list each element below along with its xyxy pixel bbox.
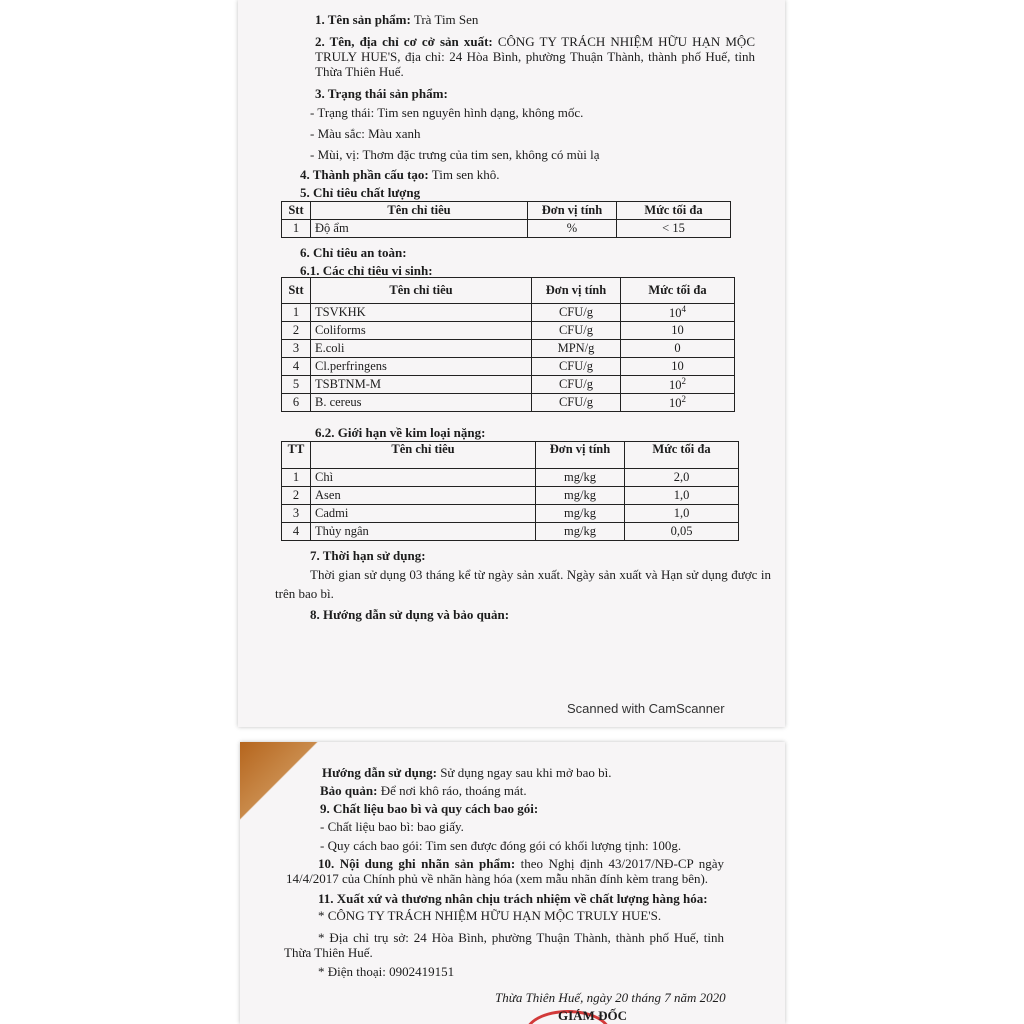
section-11-label: 11. Xuất xứ và thương nhân chịu trách nhiệm về chất lượng hàng hóa: <box>318 891 708 906</box>
exponent: 2 <box>681 376 686 387</box>
cell-text: E.coli <box>315 341 345 356</box>
sign-date: Thừa Thiên Huế, ngày 20 tháng 7 năm 2020 <box>495 990 726 1005</box>
usage-label: Hướng dẫn sử dụng: <box>322 765 437 780</box>
cell-text: TSBTNM-M <box>315 377 381 392</box>
scan-corner <box>240 742 320 832</box>
storage-value: Để nơi khô ráo, thoáng mát. <box>377 783 527 798</box>
section-2-label: 2. Tên, địa chỉ cơ cở sản xuất: <box>315 34 493 49</box>
th: Tên chỉ tiêu <box>311 278 532 304</box>
section-3-label: 3. Trạng thái sản phẩm: <box>315 86 448 101</box>
cell <box>625 523 739 541</box>
document-page-1 <box>238 0 785 727</box>
company-phone: * Điện thoại: 0902419151 <box>318 964 455 979</box>
cell <box>311 505 536 523</box>
section-1-value: Trà Tim Sen <box>410 12 479 27</box>
cell-text: 10 <box>669 396 682 411</box>
section-1 <box>315 12 478 28</box>
cell <box>282 358 311 376</box>
cell-text: 2 <box>292 488 300 502</box>
cell <box>311 358 532 376</box>
section-8-label: 8. Hướng dẫn sử dụng và bảo quản: <box>310 607 510 622</box>
table-row <box>282 469 739 487</box>
cell-text: 1,0 <box>673 488 690 502</box>
cell <box>282 322 311 340</box>
cell <box>311 394 532 412</box>
cell <box>311 304 532 322</box>
cell <box>621 376 735 394</box>
section-4 <box>300 167 500 183</box>
cell-text: MPN/g <box>557 341 595 356</box>
cell <box>311 376 532 394</box>
signer-title: GIÁM ĐỐC <box>558 1008 627 1023</box>
cell-text: CFU/g <box>558 305 594 320</box>
cell-text: CFU/g <box>558 323 594 338</box>
th: Mức tối đa <box>617 202 731 220</box>
usage-value: Sử dụng ngay sau khi mở bao bì. <box>436 765 612 780</box>
section-10 <box>286 856 724 886</box>
table-row <box>282 487 739 505</box>
packaging-spec: - Quy cách bao gói: Tim sen được đóng gói có khối lượng tịnh: 100g. <box>320 838 682 853</box>
cell <box>311 322 532 340</box>
cell-text: TSVKHK <box>315 305 366 320</box>
cell-text: CFU/g <box>558 377 594 392</box>
cell <box>532 304 621 322</box>
cell <box>282 469 311 487</box>
cell: 1 <box>282 220 311 238</box>
storage-line <box>320 783 527 799</box>
th: Đơn vị tính <box>536 442 625 469</box>
cell <box>621 358 735 376</box>
microbiological-table <box>281 277 735 412</box>
section-2 <box>315 34 755 79</box>
cell-text: Coliforms <box>315 323 366 338</box>
quality-table <box>281 201 731 238</box>
cell <box>311 523 536 541</box>
cell: % <box>528 220 617 238</box>
cell <box>282 505 311 523</box>
cell: < 15 <box>617 220 731 238</box>
cell <box>625 487 739 505</box>
cell-text: Asen <box>315 488 341 502</box>
table-row <box>282 376 735 394</box>
cell-text: mg/kg <box>564 470 596 484</box>
taste-item: - Mùi, vị: Thơm đặc trưng của tim sen, không có mùi lạ <box>310 147 600 162</box>
company-address: * Địa chỉ trụ sở: 24 Hòa Bình, phường Thuận Thành, thành phố Huế, tỉnh Thừa Thiên Huế. <box>284 930 724 960</box>
cell-text: 5 <box>292 377 300 392</box>
cell-text: 10 <box>671 323 684 338</box>
table-row <box>282 505 739 523</box>
cell-text: 10 <box>669 306 682 321</box>
cell-text: CFU/g <box>558 395 594 410</box>
cell-text: 4 <box>292 524 300 538</box>
table-row <box>282 322 735 340</box>
th: TT <box>282 442 311 469</box>
th: Stt <box>282 202 311 220</box>
cell-text: mg/kg <box>564 524 596 538</box>
section-6-1-label: 6.1. Các chỉ tiêu vi sinh: <box>300 263 433 278</box>
cell <box>536 469 625 487</box>
cell <box>282 304 311 322</box>
exponent: 4 <box>681 304 686 314</box>
cell <box>282 487 311 505</box>
cell-text: 2,0 <box>673 470 690 484</box>
table-row <box>282 358 735 376</box>
cell <box>532 376 621 394</box>
section-7-label: 7. Thời hạn sử dụng: <box>310 548 426 563</box>
section-1-label: 1. Tên sản phẩm: <box>315 12 411 27</box>
cell <box>625 469 739 487</box>
table-row <box>282 220 731 238</box>
document-page-2 <box>240 742 785 1024</box>
th: Tên chỉ tiêu <box>311 202 528 220</box>
cell <box>282 340 311 358</box>
th: Tên chỉ tiêu <box>311 442 536 469</box>
th: Mức tối đa <box>621 278 735 304</box>
th: Đơn vị tính <box>532 278 621 304</box>
th: Stt <box>282 278 311 304</box>
section-4-label: 4. Thành phần cấu tạo: <box>300 167 429 182</box>
section-4-value: Tim sen khô. <box>428 167 500 182</box>
cell <box>621 322 735 340</box>
usage-line <box>322 765 612 781</box>
cell-text: mg/kg <box>564 506 596 520</box>
color-item: - Màu sắc: Màu xanh <box>310 126 421 141</box>
cell-text: Chì <box>315 470 334 484</box>
cell <box>621 304 735 322</box>
cell-text: 0,05 <box>670 524 693 538</box>
state-item: - Trạng thái: Tim sen nguyên hình dạng, không mốc. <box>310 105 584 120</box>
cell <box>532 340 621 358</box>
section-2-value: CÔNG TY TRÁCH NHIỆM HỮU HẠN MỘC TRULY HUE'S, địa chỉ: 24 Hòa Bình, phường Thuận Thành, thành phố Huế, tỉnh Thừa Thiên Huế. <box>315 34 755 79</box>
cell <box>532 322 621 340</box>
cell <box>532 358 621 376</box>
cell-text: 4 <box>292 359 300 374</box>
table-row <box>282 523 739 541</box>
cell-text: 3 <box>292 506 300 520</box>
cell-text: 10 <box>669 378 682 393</box>
cell <box>621 340 735 358</box>
table-row <box>282 304 735 322</box>
cell <box>311 340 532 358</box>
cell <box>532 394 621 412</box>
section-9-label: 9. Chất liệu bao bì và quy cách bao gói: <box>320 801 539 816</box>
exponent: 2 <box>681 394 686 405</box>
cell-text: 2 <box>292 323 300 338</box>
cell-text: Cadmi <box>315 506 349 520</box>
table-row <box>282 394 735 412</box>
section-10-label: 10. Nội dung ghi nhãn sản phẩm: <box>318 856 516 871</box>
storage-label: Bảo quản: <box>320 783 378 798</box>
cell-text: Cl.perfringens <box>315 359 387 374</box>
th: Mức tối đa <box>625 442 739 469</box>
cell <box>311 487 536 505</box>
company-name: * CÔNG TY TRÁCH NHIỆM HỮU HẠN MỘC TRULY HUE'S. <box>318 908 662 923</box>
section-5-label: 5. Chỉ tiêu chất lượng <box>300 185 421 200</box>
packaging-material: - Chất liệu bao bì: bao giấy. <box>320 819 464 834</box>
section-6-label: 6. Chỉ tiêu an toàn: <box>300 245 407 260</box>
cell <box>282 394 311 412</box>
section-10-value: theo Nghị định 43/2017/NĐ-CP ngày 14/4/2017 của Chính phủ về nhãn hàng hóa (xem mẫu nhãn đính kèm trang bên). <box>286 856 724 886</box>
cell <box>536 487 625 505</box>
cell <box>536 505 625 523</box>
cell <box>282 376 311 394</box>
cell <box>311 469 536 487</box>
cell <box>621 394 735 412</box>
cell-text: 1,0 <box>673 506 690 520</box>
section-6-2-label: 6.2. Giới hạn về kim loại nặng: <box>315 425 486 440</box>
cell-text: mg/kg <box>564 488 596 502</box>
heavy-metal-table <box>281 441 739 541</box>
cell-text: CFU/g <box>558 359 594 374</box>
cell-text: 0 <box>674 341 681 356</box>
cell-text: B. cereus <box>315 395 362 410</box>
camscanner-watermark: Scanned with CamScanner <box>567 701 725 716</box>
cell-text: 1 <box>292 305 300 320</box>
cell-text: 10 <box>671 359 684 374</box>
table-row <box>282 340 735 358</box>
cell <box>536 523 625 541</box>
cell <box>625 505 739 523</box>
cell-text: Thủy ngân <box>315 524 369 538</box>
section-7-text: Thời gian sử dụng 03 tháng kể từ ngày sản xuất. Ngày sản xuất và Hạn sử dụng được in trên bao bì. <box>275 567 771 601</box>
cell: Độ ẩm <box>311 220 528 238</box>
cell-text: 1 <box>292 470 300 484</box>
cell-text: 6 <box>292 395 300 410</box>
th: Đơn vị tính <box>528 202 617 220</box>
cell <box>282 523 311 541</box>
cell-text: 3 <box>292 341 300 356</box>
